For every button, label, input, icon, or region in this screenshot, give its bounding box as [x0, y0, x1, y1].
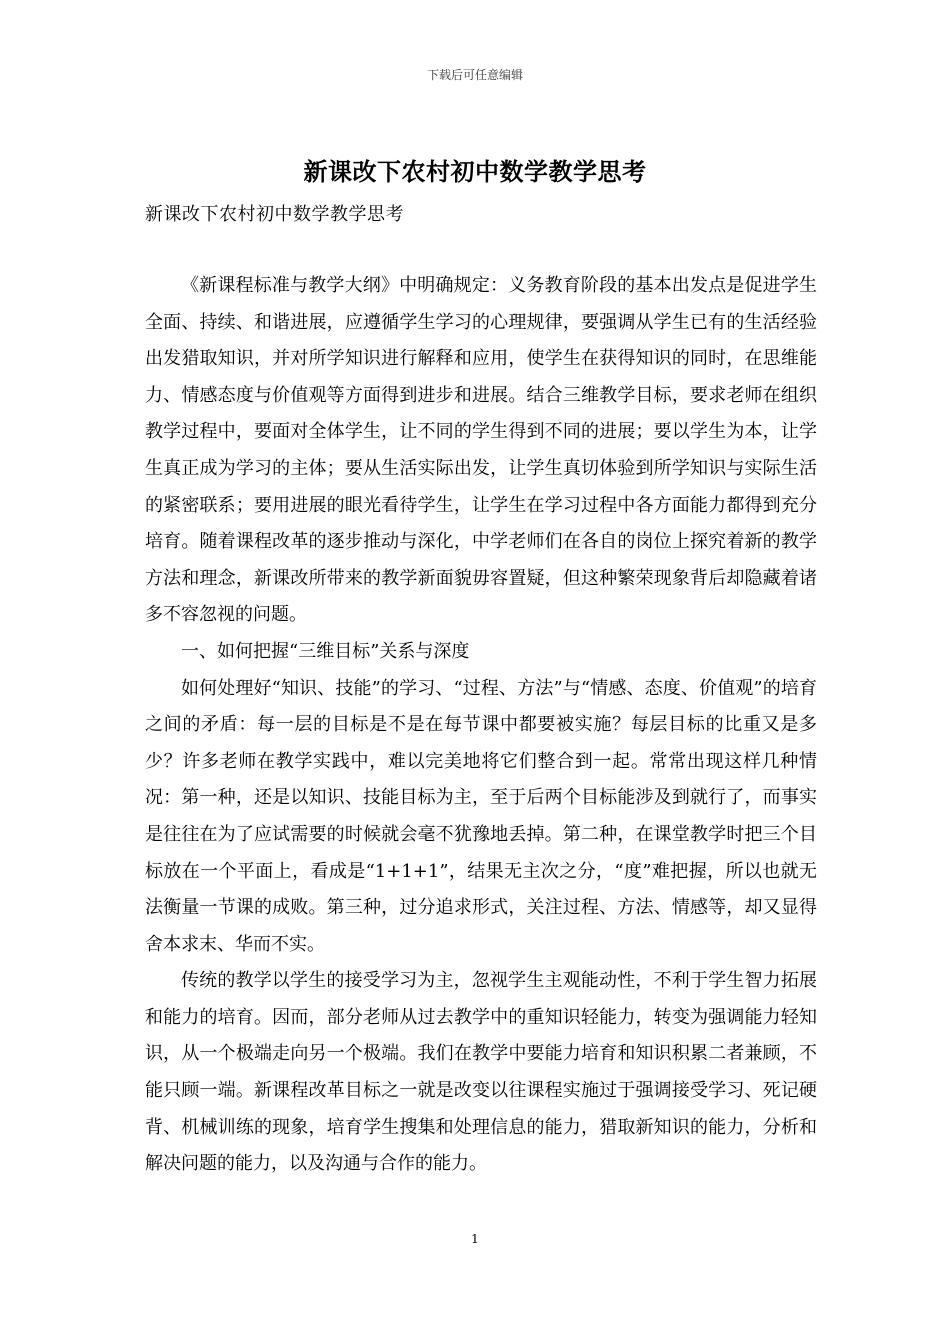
document-body	[145, 268, 817, 1183]
document-title: 新课改下农村初中数学教学思考	[303, 157, 647, 186]
paragraph-three-goals: 如何处理好“知识、技能”的学习、“过程、方法”与“情感、态度、价值观”的培育之间的矛盾：每一层的目标是不是在每节课中都要被实施？每层目标的比重又是多少？许多老师在教学实践中，难以完美地将它们整合到一起。常常出现这样几种情况：第一种，还是以知识、技能目标为主，至于后两个目标能涉及到就行了，而事实是往往在为了应试需要的时候就会毫不犹豫地丢掉。第二种，在课堂教学时把三个目标放在一个平面上，看成是“1+1+1”，结果无主次之分，“度”难把握，所以也就无法衡量一节课的成败。第三种，过分追求形式，关注过程、方法、情感等，却又显得舍本求末、华而不实。	[145, 677, 817, 955]
page-number: 1	[471, 1232, 479, 1246]
document-subtitle: 新课改下农村初中数学教学思考	[145, 204, 404, 225]
page-header: 下载后可任意编辑	[426, 68, 523, 82]
section-heading: 一、如何把握“三维目标”关系与深度	[181, 640, 470, 662]
paragraph-traditional-teaching: 传统的教学以学生的接受学习为主，忽视学生主观能动性，不利于学生智力拓展和能力的培育。因而，部分老师从过去教学中的重知识轻能力，转变为强调能力轻知识，从一个极端走向另一个极端。我们在教学中要能力培育和知识积累二者兼顾，不能只顾一端。新课程改革目标之一就是改变以往课程实施过于强调接受学习、死记硬背、机械训练的现象，培育学生搜集和处理信息的能力，猎取新知识的能力，分析和解决问题的能力，以及沟通与合作的能力。	[145, 970, 817, 1175]
paragraph-intro: 《新课程标准与教学大纲》中明确规定：义务教育阶段的基本出发点是促进学生全面、持续、和谐进展，应遵循学生学习的心理规律，要强调从学生已有的生活经验出发猎取知识，并对所学知识进行解释和应用，使学生在获得知识的同时，在思维能力、情感态度与价值观等方面得到进步和进展。结合三维教学目标，要求老师在组织教学过程中，要面对全体学生，让不同的学生得到不同的进展；要以学生为本，让学生真正成为学习的主体；要从生活实际出发，让学生真切体验到所学知识与实际生活的紧密联系；要用进展的眼光看待学生，让学生在学习过程中各方面能力都得到充分培育。随着课程改革的逐步推动与深化，中学老师们在各自的岗位上探究着新的教学方法和理念，新课改所带来的教学新面貌毋容置疑，但这种繁荣现象背后却隐藏着诸多不容忽视的问题。	[145, 275, 817, 626]
